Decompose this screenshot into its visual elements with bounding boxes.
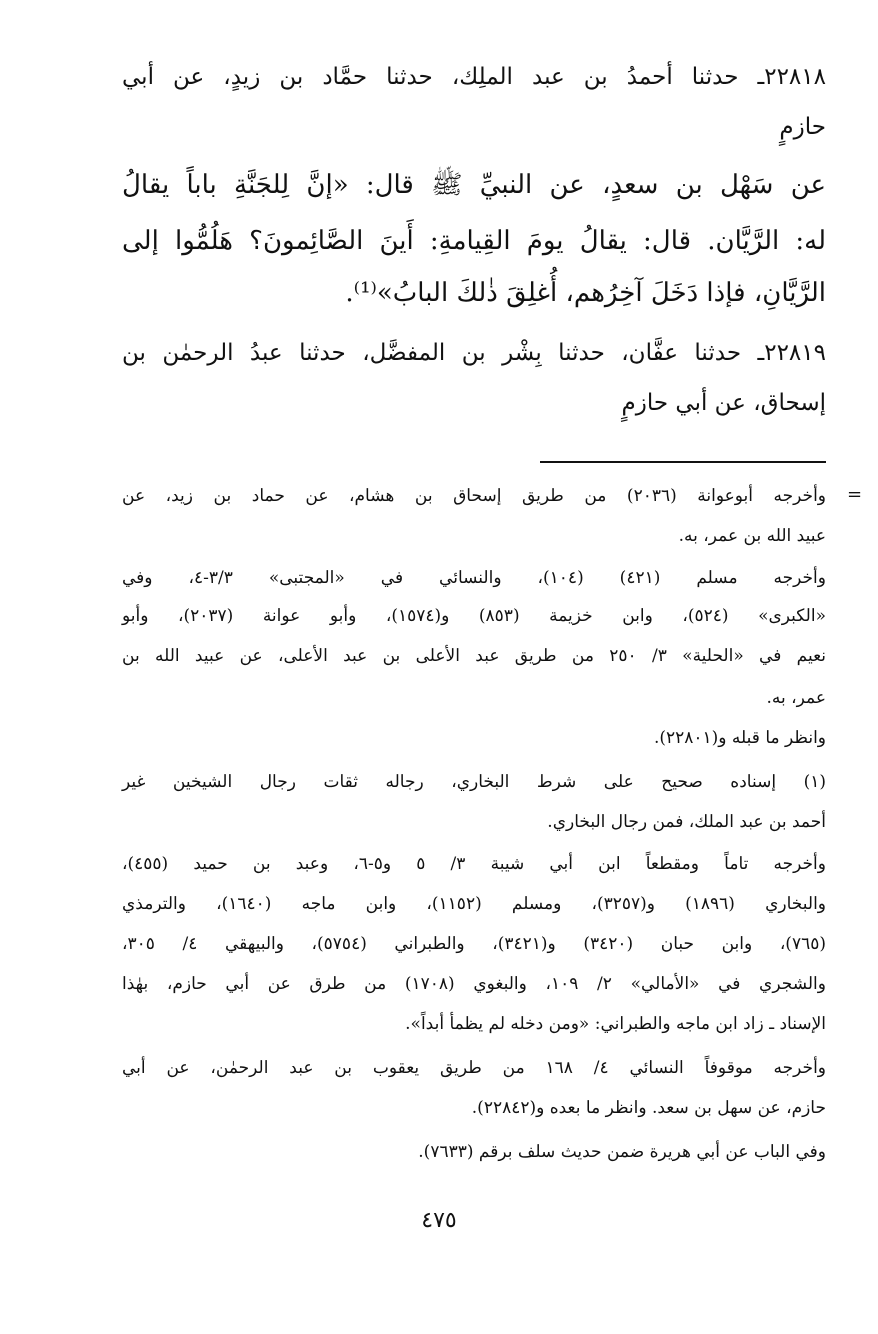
footnote-1-para2-line-5: الإسناد ـ زاد ابن ماجه والطبراني: «ومن دخله لم يظمأ أبداً». (405, 1014, 826, 1034)
hadith-22818-isnad-line-1: ٢٢٨١٨ـ حدثنا أحمدُ بن عبد الملِك، حدثنا حمَّاد بن زيدٍ، عن أبي (122, 64, 826, 90)
footnote-prev-para2-line-2: «الكبرى» (٥٢٤)، وابن خزيمة (٨٥٣) و(١٥٧٤)، وأبو عوانة (٢٠٣٧)، وأبو (122, 606, 826, 626)
footnote-1-para3-line-1: وأخرجه موقوفاً النسائي ٤/ ١٦٨ من طريق يعقوب بن عبد الرحمٰن، عن أبي (122, 1058, 826, 1078)
footnote-1-line-2: أحمد بن عبد الملك، فمن رجال البخاري. (547, 812, 826, 832)
footnote-1-para2-line-1: وأخرجه تاماً ومقطعاً ابن أبي شيبة ٣/ ٥ و٥-٦، وعبد بن حميد (٤٥٥)، (122, 854, 826, 874)
footnote-prev-line-2: عبيد الله بن عمر، به. (678, 526, 826, 546)
footnote-prev-para2-line-3: نعيم في «الحلية» ٣/ ٢٥٠ من طريق عبد الأعلى بن عبد الأعلى، عن عبيد الله بن (122, 646, 827, 666)
hadith-22819-isnad-line-1: ٢٢٨١٩ـ حدثنا عفَّان، حدثنا بِشْر بن المفضَّل، حدثنا عبدُ الرحمٰن بن (122, 340, 826, 366)
page-number: ٤٧٥ (421, 1208, 457, 1233)
footnote-prev-para2-line-1: وأخرجه مسلم (٤٢١) (١٠٤)، والنسائي في «المجتبى» ٣/٣-٤، وفي (122, 568, 826, 588)
hadith-22818-isnad-line-2: حازمٍ (779, 114, 826, 140)
footnote-prev-para2-line-4: عمر، به. (766, 688, 826, 708)
footnote-1-para2-line-4: والشجري في «الأمالي» ٢/ ١٠٩، والبغوي (١٧٠٨) من طرق عن أبي حازم، بهٰذا (122, 974, 826, 994)
footnote-1-para3-line-2: حازم، عن سهل بن سعد. وانظر ما بعده و(٢٢٨٤٢). (471, 1098, 826, 1118)
footnote-1-para2-line-2: والبخاري (١٨٩٦) و(٣٢٥٧)، ومسلم (١١٥٢)، وابن ماجه (١٦٤٠)، والترمذي (122, 894, 827, 914)
hadith-22819-isnad-line-2: إسحاق، عن أبي حازمٍ (621, 390, 826, 416)
footnote-prev-line-1: وأخرجه أبوعوانة (٢٠٣٦) من طريق إسحاق بن هشام، عن حماد بن زيد، عن (122, 486, 826, 506)
footnote-1-line-1: (١) إسناده صحيح على شرط البخاري، رجاله ثقات رجال الشيخين غير (122, 772, 826, 792)
hadith-matn-line-1: عن سَهْل بن سعدٍ، عن النبيِّ ﷺ قال: «إنَّ لِلجَنَّةِ باباً يقالُ (122, 170, 826, 200)
footnote-prev-para3-line-1: وانظر ما قبله و(٢٢٨٠١). (653, 728, 826, 748)
footnote-1-para2-line-3: (٧٦٥)، وابن حبان (٣٤٢٠) و(٣٤٢١)، والطبراني (٥٧٥٤)، والبيهقي ٤/ ٣٠٥، (122, 934, 826, 954)
hadith-matn-line-3: الرَّيَّانِ، فإذا دَخَلَ آخِرُهم، أُغلِقَ ذٰلكَ البابُ»⁽¹⁾. (345, 278, 826, 308)
footnote-1-para4-line-1: وفي الباب عن أبي هريرة ضمن حديث سلف برقم (٧٦٣٣). (418, 1142, 826, 1162)
hadith-matn-line-2: له: الرَّيَّان. قال: يقالُ يومَ القِيامةِ: أَينَ الصَّائِمونَ؟ هَلُمُّوا إلى (122, 226, 826, 256)
footnote-continuation-mark: = (847, 484, 863, 505)
footnote-separator (540, 461, 826, 463)
